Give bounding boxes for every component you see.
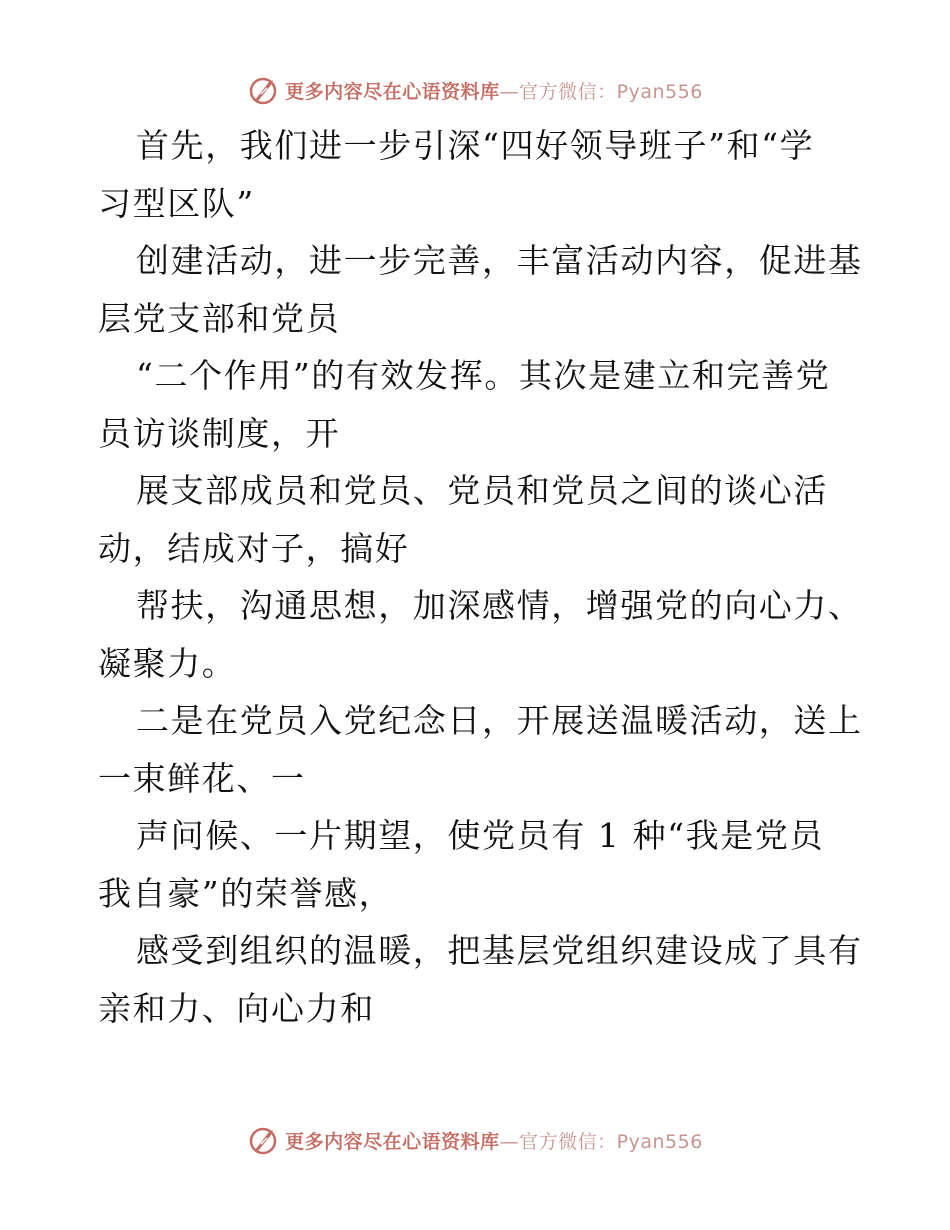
body-line: 声问候、一片期望，使党员有 1 种“我是党员 (136, 816, 825, 855)
banner-wechat: 官方微信：Pyan556 (519, 80, 703, 103)
body-line: 创建活动，进一步完善，丰富活动内容，促进基 (136, 241, 863, 280)
body-line: 习型区队” (98, 183, 255, 223)
body-line: 凝聚力。 (98, 643, 237, 683)
body-line: 首先，我们进一步引深“四好领导班子”和“学 (136, 126, 815, 165)
banner-title: 更多内容尽在心语资料库 (285, 1130, 500, 1153)
document-body (98, 117, 863, 1037)
body-line: 展支部成员和党员、党员和党员之间的谈心活 (136, 471, 828, 510)
banner-text (285, 1127, 703, 1154)
quill-pen-seal-icon (247, 1124, 279, 1156)
banner-text (285, 77, 703, 104)
body-line: 二是在党员入党纪念日，开展送温暖活动，送上 (136, 701, 863, 740)
body-line: 动，结成对子，搞好 (98, 528, 410, 568)
body-line: 感受到组织的温暖，把基层党组织建设成了具有 (136, 931, 863, 970)
banner-dash: — (499, 80, 520, 103)
header-banner (0, 68, 950, 112)
body-line: 亲和力、向心力和 (98, 988, 375, 1028)
quill-pen-seal-icon (247, 74, 279, 106)
banner-wechat: 官方微信：Pyan556 (519, 1130, 703, 1153)
body-line: 我自豪”的荣誉感， (98, 873, 394, 913)
footer-banner (0, 1118, 950, 1162)
body-line: 层党支部和党员 (98, 298, 341, 338)
banner-dash: — (499, 1130, 520, 1153)
body-line: 一束鲜花、一 (98, 758, 306, 798)
body-line: 员访谈制度，开 (98, 413, 341, 453)
body-line: 帮扶，沟通思想，加深感情，增强党的向心力、 (136, 586, 863, 625)
body-line: “二个作用”的有效发挥。其次是建立和完善党 (136, 356, 831, 395)
banner-title: 更多内容尽在心语资料库 (285, 80, 500, 103)
